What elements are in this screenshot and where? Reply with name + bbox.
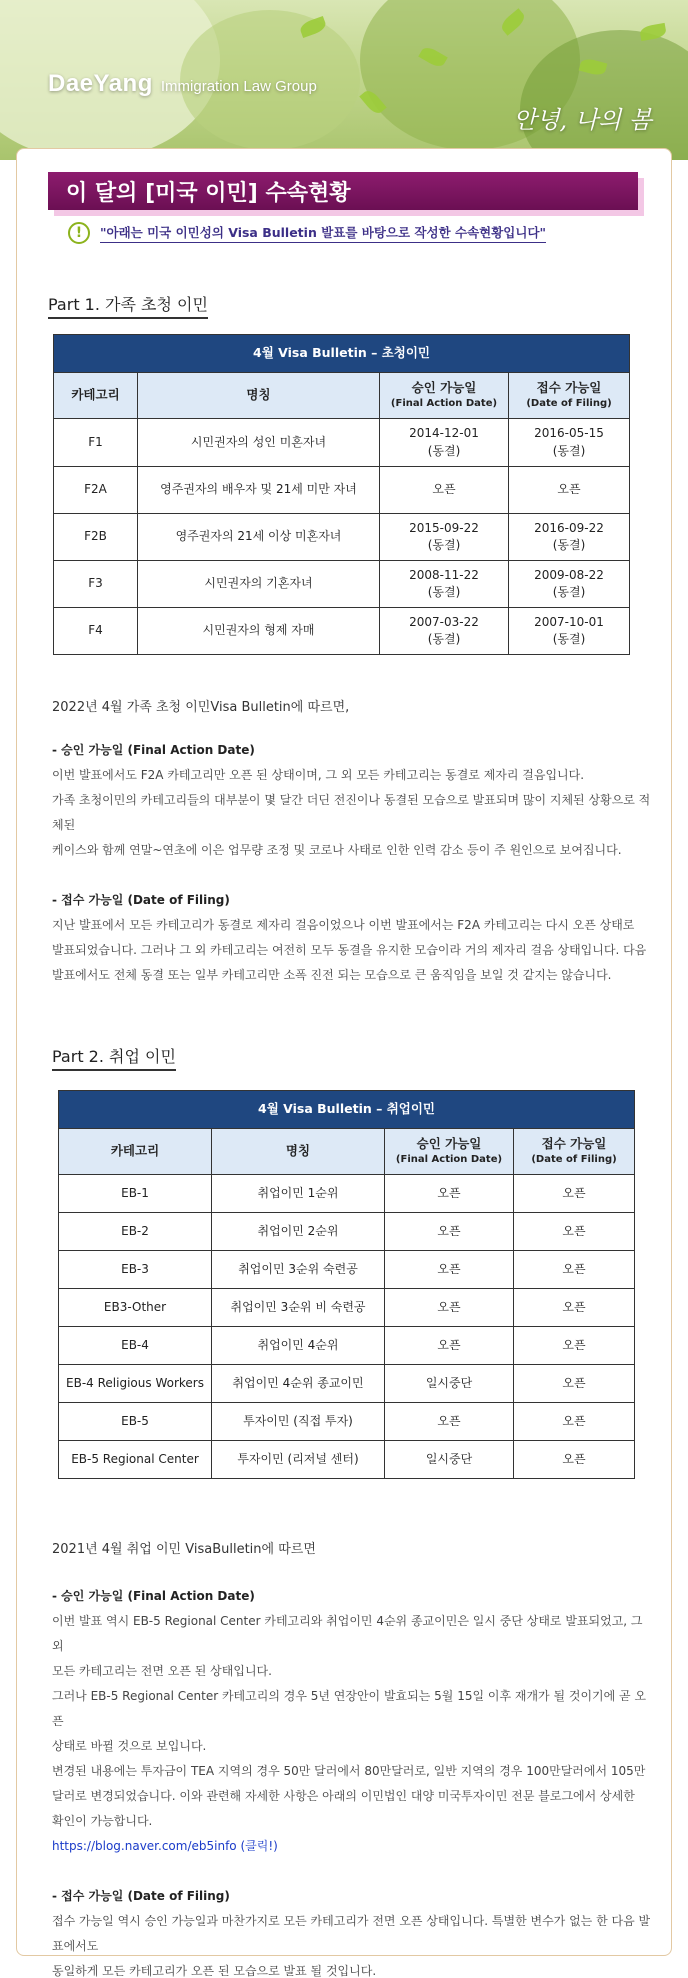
column-header-category: 카테고리 — [54, 373, 138, 419]
cell-final-action-date: 오픈 — [385, 1403, 514, 1441]
cell-date-of-filing: 오픈 — [514, 1365, 635, 1403]
table-row — [59, 1365, 635, 1403]
notice — [68, 222, 546, 244]
cell-final-action-date: 2014-12-01 (동결) — [380, 419, 509, 467]
cell-name: 취업이민 3순위 숙련공 — [212, 1251, 385, 1289]
cell-category: F2B — [54, 514, 138, 561]
table-row — [54, 467, 630, 514]
table-caption: 4월 Visa Bulletin – 초청이민 — [54, 335, 630, 373]
cell-date-of-filing: 오픈 — [514, 1441, 635, 1479]
logo-brand: DaeYang — [48, 70, 153, 97]
table-row — [59, 1289, 635, 1327]
part1-title: Part 1. 가족 초청 이민 — [48, 292, 208, 319]
cell-category: EB-5 Regional Center — [59, 1441, 212, 1479]
cell-final-action-date: 2015-09-22 (동결) — [380, 514, 509, 561]
table-row — [54, 514, 630, 561]
part2-lead: 2021년 4월 취업 이민 VisaBulletin에 따르면 — [52, 1542, 316, 1557]
table-row — [59, 1213, 635, 1251]
cell-category: F3 — [54, 561, 138, 608]
cell-final-action-date: 일시중단 — [385, 1441, 514, 1479]
table-row — [54, 419, 630, 467]
cell-name: 시민권자의 기혼자녀 — [138, 561, 380, 608]
family-visa-table — [53, 334, 630, 655]
cell-name: 투자이민 (리저널 센터) — [212, 1441, 385, 1479]
cell-final-action-date: 오픈 — [385, 1251, 514, 1289]
cell-date-of-filing: 2016-05-15 (동결) — [509, 419, 630, 467]
company-logo[interactable] — [48, 70, 317, 98]
cell-date-of-filing: 오픈 — [509, 467, 630, 514]
cell-name: 투자이민 (직접 투자) — [212, 1403, 385, 1441]
cell-category: EB-4 — [59, 1327, 212, 1365]
cell-name: 취업이민 1순위 — [212, 1175, 385, 1213]
cell-date-of-filing: 2016-09-22 (동결) — [509, 514, 630, 561]
cell-date-of-filing: 오픈 — [514, 1175, 635, 1213]
cell-category: F4 — [54, 608, 138, 655]
cell-name: 영주권자의 21세 이상 미혼자녀 — [138, 514, 380, 561]
cell-final-action-date: 오픈 — [385, 1289, 514, 1327]
table-row — [59, 1251, 635, 1289]
cell-final-action-date: 2007-03-22 (동결) — [380, 608, 509, 655]
cell-date-of-filing: 2009-08-22 (동결) — [509, 561, 630, 608]
column-header-name: 명칭 — [212, 1129, 385, 1175]
cell-date-of-filing: 오픈 — [514, 1213, 635, 1251]
table-row — [59, 1175, 635, 1213]
table-row — [59, 1441, 635, 1479]
exclamation-icon: ! — [68, 222, 90, 244]
table-caption: 4월 Visa Bulletin – 취업이민 — [59, 1091, 635, 1129]
column-header-date-of-filing: 접수 가능일 (Date of Filing) — [509, 373, 630, 419]
cell-final-action-date: 오픈 — [380, 467, 509, 514]
column-header-final-action-date: 승인 가능일 (Final Action Date) — [380, 373, 509, 419]
part1-summary: - 승인 가능일 (Final Action Date) 이번 발표에서도 F2A 카테고리만 오픈 된 상태이며, 그 외 모든 카테고리는 동결로 제자리 걸음입니다. 가족 초청이민의 카테고리들의 대부분이 몇 달간 더딘 전진이나 동결된 모습으로 발표되며 많이 지체된 상황으로 적체된 케이스와 함께 연말~연초에 이은 업무량 조정 및 코로나 사태로 인한 인력 감소 등이 주 원인으로 보여집니다. - 접수 가능일 (Date of Filing) 지난 발표에서 모든 카테고리가 동결로 제자리 걸음이었으나 이번 발표에서는 F2A 카테고리는 다시 오픈 상태로 발표되었습니다. 그러나 그 외 카테고리는 여전히 모두 동결을 유지한 모습이라 거의 제자리 걸음 상태입니다. 다음 발표에서도 전체 동결 또는 일부 카테고리만 소폭 진전 되는 모습으로 큰 움직임을 보일 것 같지는 않습니다. — [52, 743, 651, 982]
cell-name: 영주권자의 배우자 및 21세 미만 자녀 — [138, 467, 380, 514]
header-banner — [0, 0, 688, 160]
page-title: 이 달의 [미국 이민] 수속현황 — [48, 172, 638, 210]
cell-category: F1 — [54, 419, 138, 467]
part1-lead: 2022년 4월 가족 초청 이민Visa Bulletin에 따르면, — [52, 700, 350, 715]
part2-title: Part 2. 취업 이민 — [52, 1044, 176, 1071]
column-header-category: 카테고리 — [59, 1129, 212, 1175]
cell-name: 시민권자의 성인 미혼자녀 — [138, 419, 380, 467]
cell-category: EB3-Other — [59, 1289, 212, 1327]
part2-summary: - 승인 가능일 (Final Action Date) 이번 발표 역시 EB-5 Regional Center 카테고리와 취업이민 4순위 종교이민은 일시 중단 상태로 발표되었고, 그 외 모든 카테고리는 전면 오픈 된 상태입니다. 그러나 EB-5 Regional Center 카테고리의 경우 5년 연장안이 발효되는 5월 15일 이후 재개가 될 것이기에 곧 오픈 상태로 바뀔 것으로 보입니다. 변경된 내용에는 투자금이 TEA 지역의 경우 50만 달러에서 80만달러로, 일반 지역의 경우 100만달러에서 105만 달러로 변경되었습니다. 이와 관련해 자세한 사항은 아래의 이민법인 대양 미국투자이민 전문 블로그에서 상세한 확인이 가능합니다. https://blog.naver.com/eb5info (클릭!) - 접수 가능일 (Date of Filing) 접수 가능일 역시 승인 가능일과 마찬가지로 모든 카테고리가 전면 오픈 상태입니다. 특별한 변수가 없는 한 다음 발표에서도 동일하게 모든 카테고리가 오픈 된 모습으로 발표 될 것입니다. — [52, 1589, 651, 1978]
employment-visa-table — [58, 1090, 635, 1479]
cell-category: EB-4 Religious Workers — [59, 1365, 212, 1403]
table-row — [54, 608, 630, 655]
cell-final-action-date: 일시중단 — [385, 1365, 514, 1403]
cell-category: F2A — [54, 467, 138, 514]
table-row — [59, 1403, 635, 1441]
cell-final-action-date: 오픈 — [385, 1175, 514, 1213]
cell-name: 취업이민 4순위 — [212, 1327, 385, 1365]
column-header-name: 명칭 — [138, 373, 380, 419]
cell-category: EB-5 — [59, 1403, 212, 1441]
cell-date-of-filing: 오픈 — [514, 1327, 635, 1365]
cell-date-of-filing: 오픈 — [514, 1251, 635, 1289]
cell-name: 취업이민 2순위 — [212, 1213, 385, 1251]
cell-final-action-date: 오픈 — [385, 1213, 514, 1251]
cell-category: EB-2 — [59, 1213, 212, 1251]
logo-subtitle: Immigration Law Group — [160, 78, 317, 95]
cell-category: EB-3 — [59, 1251, 212, 1289]
column-header-date-of-filing: 접수 가능일 (Date of Filing) — [514, 1129, 635, 1175]
cell-category: EB-1 — [59, 1175, 212, 1213]
cell-final-action-date: 오픈 — [385, 1327, 514, 1365]
table-row — [59, 1327, 635, 1365]
banner-slogan: 안녕, 나의 봄 — [513, 106, 652, 134]
cell-name: 취업이민 3순위 비 숙련공 — [212, 1289, 385, 1327]
table-row — [54, 561, 630, 608]
cell-date-of-filing: 2007-10-01 (동결) — [509, 608, 630, 655]
cell-name: 시민권자의 형제 자매 — [138, 608, 380, 655]
cell-date-of-filing: 오픈 — [514, 1289, 635, 1327]
cell-final-action-date: 2008-11-22 (동결) — [380, 561, 509, 608]
notice-text: "아래는 미국 이민성의 Visa Bulletin 발표를 바탕으로 작성한 수속현황입니다" — [100, 223, 546, 243]
column-header-final-action-date: 승인 가능일 (Final Action Date) — [385, 1129, 514, 1175]
cell-name: 취업이민 4순위 종교이민 — [212, 1365, 385, 1403]
blog-link[interactable]: https://blog.naver.com/eb5info (클릭!) — [52, 1839, 278, 1853]
cell-date-of-filing: 오픈 — [514, 1403, 635, 1441]
